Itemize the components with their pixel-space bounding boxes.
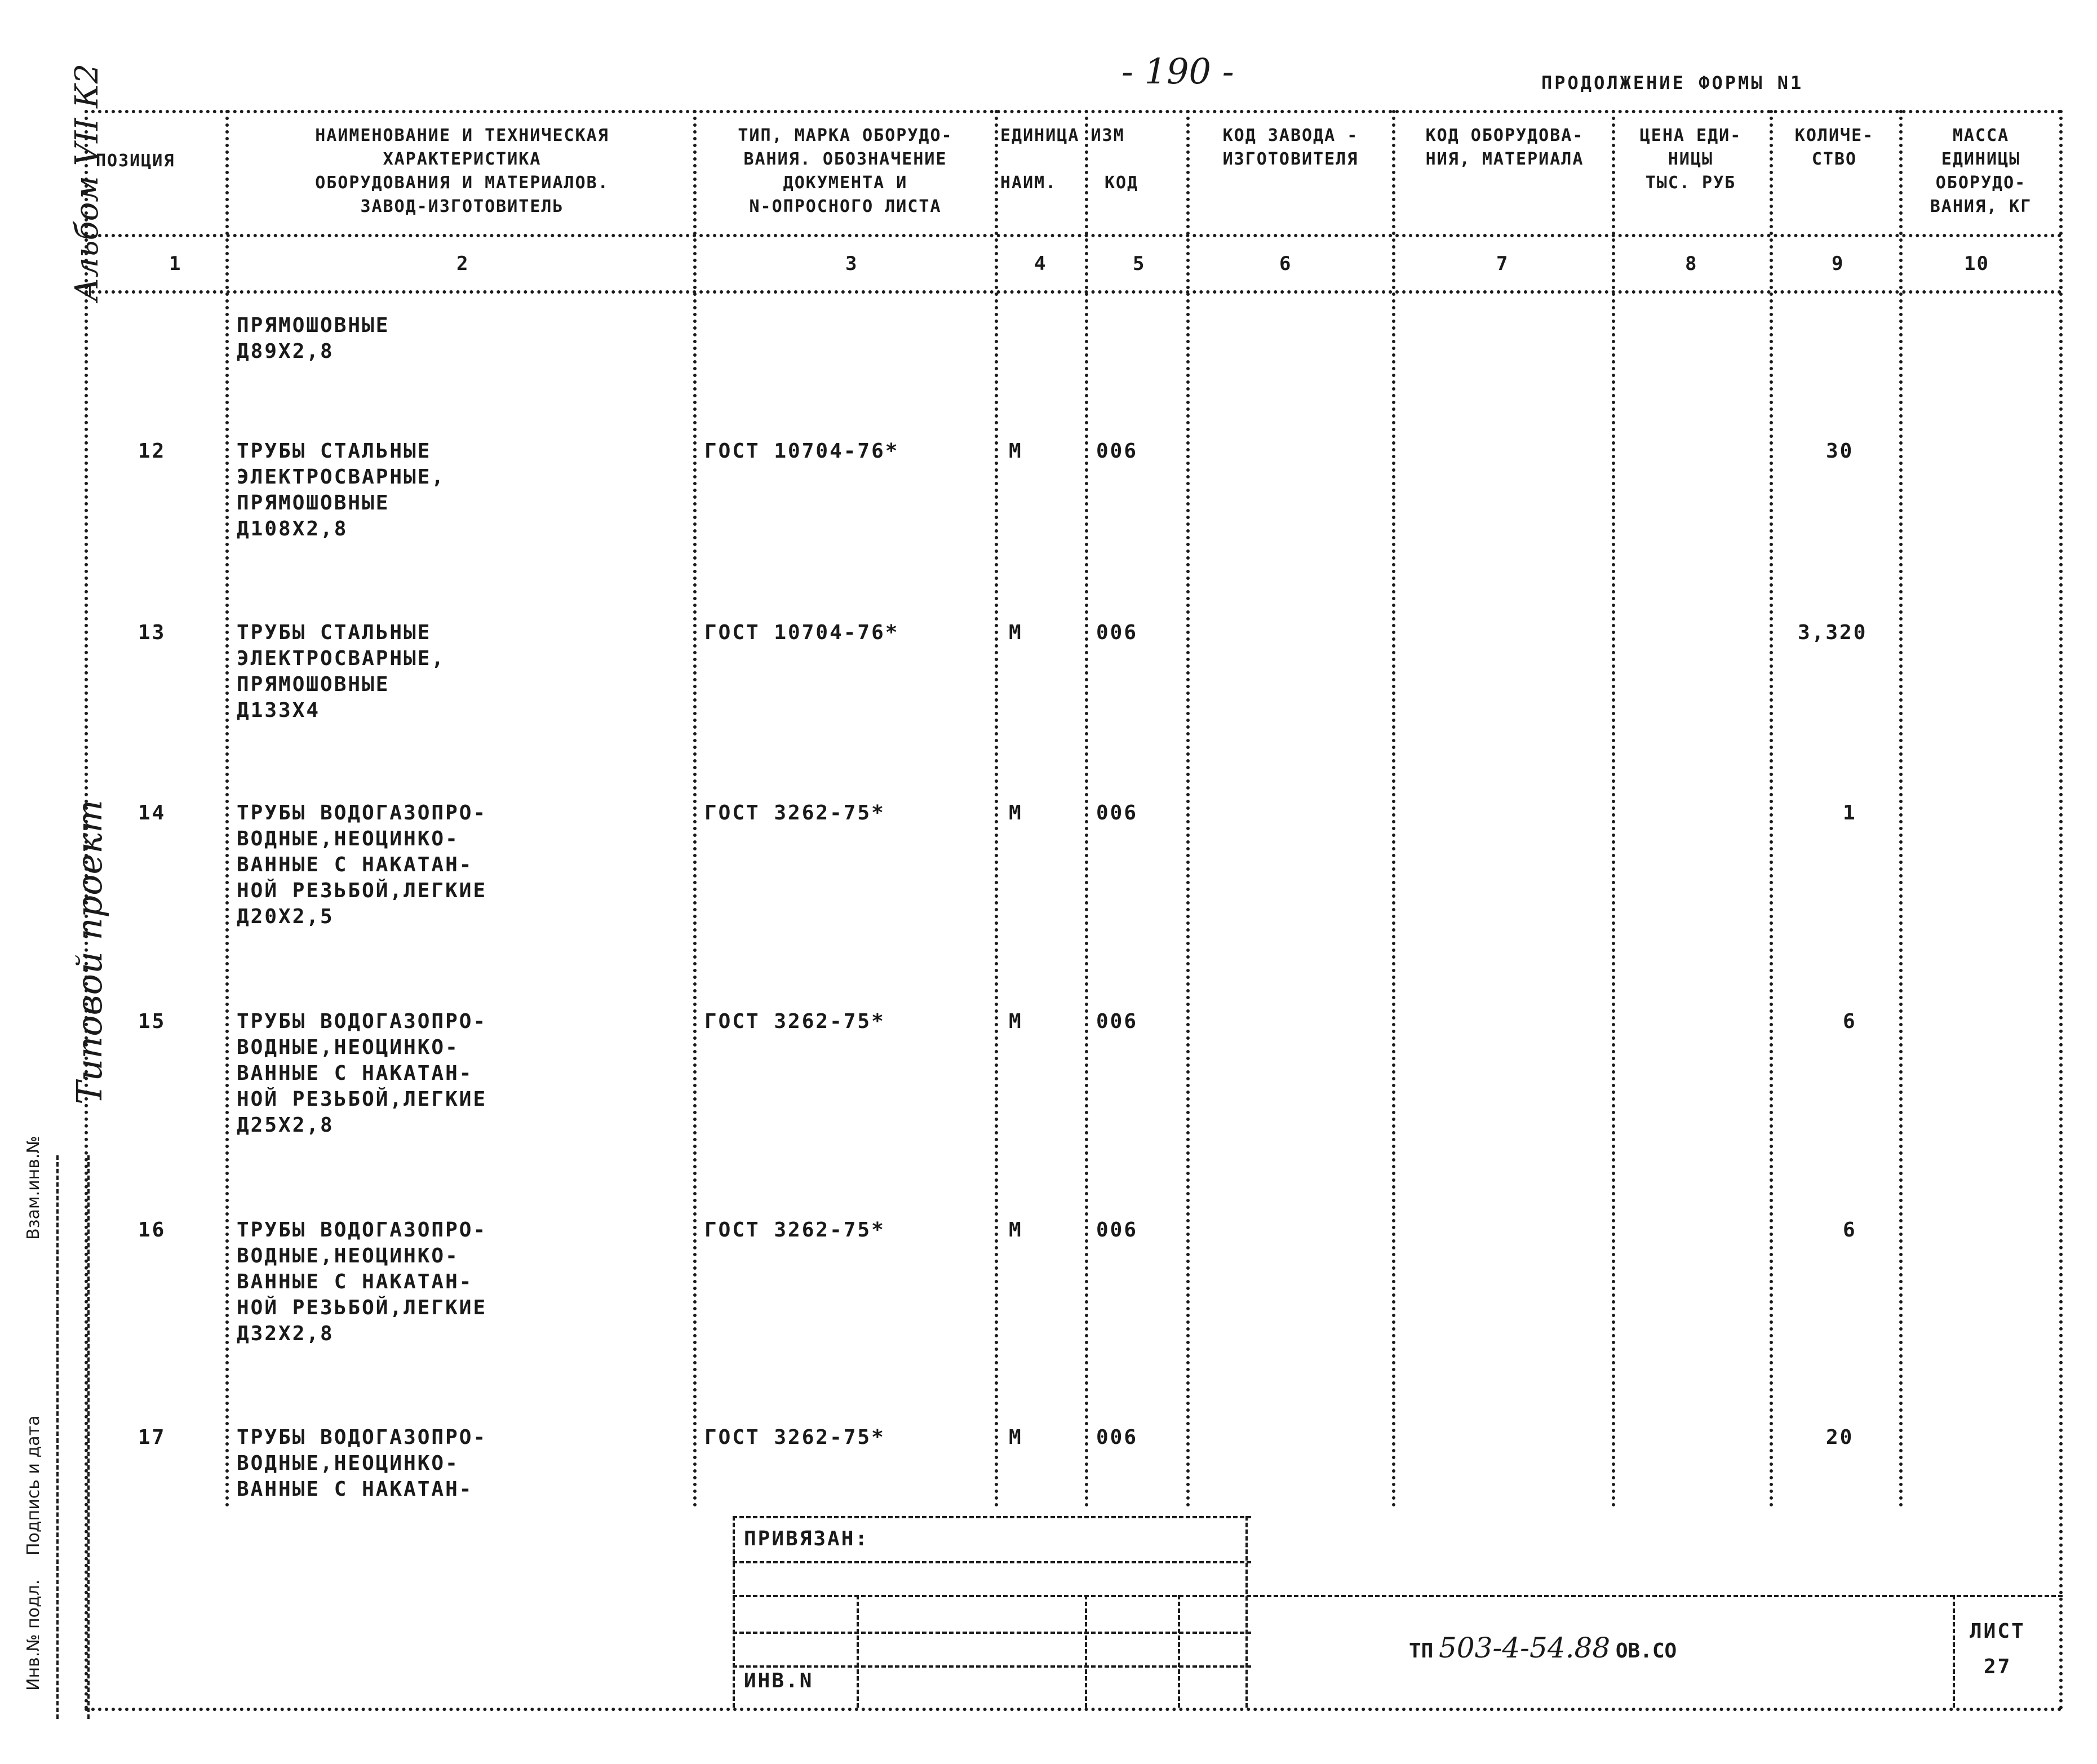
row-unit: М [1009,1010,1023,1033]
column-number: 5 [1133,252,1146,275]
stamp-line [733,1632,1251,1634]
number-row-bottom-border [85,290,2063,294]
row-quantity: 1 [1843,801,1857,825]
stamp-sep [1178,1595,1180,1708]
stamp-sep [857,1595,859,1708]
header-bottom-border [85,234,2063,237]
stamp-line [733,1665,1251,1668]
row-quantity: 3,320 [1798,621,1868,644]
row-unit-code: 006 [1096,621,1138,644]
col-sep-7 [1612,110,1615,1508]
stamp-sep [1953,1595,1955,1708]
header-position: ПОЗИЦИЯ [96,151,175,171]
row-position: 16 [138,1218,166,1242]
col-sep-6 [1392,110,1395,1508]
row-unit: М [1009,440,1023,463]
header-price: ЦЕНА ЕДИ- НИЦЫ ТЫС. РУБ [1639,126,1742,193]
row-doc: ГОСТ 10704-76* [704,621,899,644]
row-unit-code: 006 [1096,1218,1138,1242]
row-name: ТРУБЫ ВОДОГАЗОПРО- ВОДНЫЕ,НЕОЦИНКО- ВАННЫЕ С НАКАТАН- НОЙ РЕЗЬБОЙ,ЛЕГКИЕ Д25Х2,8 [237,1010,487,1137]
stamp-sep [733,1516,735,1708]
column-number: 9 [1832,252,1845,275]
row-name: ТРУБЫ ВОДОГАЗОПРО- ВОДНЫЕ,НЕОЦИНКО- ВАННЫЕ С НАКАТАН- [237,1426,487,1501]
column-number: 7 [1496,252,1509,275]
col-sep-3 [995,110,998,1508]
stamp-sign-date: Подпись и дата [24,1415,43,1555]
row-unit: М [1009,621,1023,644]
header-type: ТИП, МАРКА ОБОРУДО- ВАНИЯ. ОБОЗНАЧЕНИЕ ДОКУМЕНТА И N-ОПРОСНОГО ЛИСТА [738,126,953,216]
row-unit: М [1009,1426,1023,1449]
header-unit-code: КОД [1105,173,1139,193]
column-number: 10 [1964,252,1989,275]
column-number: 4 [1034,252,1047,275]
table-row: ПРЯМОШОВНЫЕ Д89Х2,8 [237,314,390,363]
header-mass: МАССА ЕДИНИЦЫ ОБОРУДО- ВАНИЯ, КГ [1930,126,2032,216]
row-doc: ГОСТ 3262-75* [704,1426,885,1449]
stamp-top-line [733,1516,1251,1518]
stamp-replace-inv: Взам.инв.№ [24,1136,43,1240]
row-doc: ГОСТ 10704-76* [704,440,899,463]
col-sep-5 [1186,110,1190,1508]
row-doc: ГОСТ 3262-75* [704,1010,885,1033]
form-continuation-title: ПРОДОЛЖЕНИЕ ФОРМЫ N1 [1541,72,1804,94]
col-sep-1 [225,110,229,1508]
header-quantity: КОЛИЧЕ- СТВО [1794,126,1874,169]
row-unit-code: 006 [1096,1426,1138,1449]
col-sep-9 [1899,110,1903,1508]
stamp-sep [1245,1516,1248,1708]
row-name: ТРУБЫ СТАЛЬНЫЕ ЭЛЕКТРОСВАРНЫЕ, ПРЯМОШОВНЫЕ Д133Х4 [237,621,446,722]
table-left-border [85,110,88,1710]
column-number: 8 [1685,252,1698,275]
row-quantity: 6 [1843,1218,1857,1242]
row-quantity: 20 [1826,1426,1854,1449]
table-bottom-border [85,1708,2063,1711]
table-top-border [85,110,2063,113]
header-material-code: КОД ОБОРУДОВА- НИЯ, МАТЕРИАЛА [1425,126,1584,169]
column-number: 3 [845,252,858,275]
row-doc: ГОСТ 3262-75* [704,1218,885,1242]
col-sep-4 [1085,110,1088,1508]
sheet-label: ЛИСТ [1970,1620,2025,1643]
col-sep-2 [693,110,697,1508]
stamp-linked-label: ПРИВЯЗАН: [744,1527,870,1550]
col-sep-8 [1770,110,1773,1508]
row-position: 17 [138,1426,166,1449]
row-quantity: 30 [1826,440,1854,463]
row-quantity: 6 [1843,1010,1857,1033]
row-name: ТРУБЫ СТАЛЬНЫЕ ЭЛЕКТРОСВАРНЫЕ, ПРЯМОШОВНЫЕ Д108Х2,8 [237,440,446,540]
row-name: ТРУБЫ ВОДОГАЗОПРО- ВОДНЫЕ,НЕОЦИНКО- ВАННЫЕ С НАКАТАН- НОЙ РЕЗЬБОЙ,ЛЕГКИЕ Д20Х2,5 [237,801,487,928]
album-label: Альбом VII К2 [69,63,105,302]
row-name: ТРУБЫ ВОДОГАЗОПРО- ВОДНЫЕ,НЕОЦИНКО- ВАННЫЕ С НАКАТАН- НОЙ РЕЗЬБОЙ,ЛЕГКИЕ Д32Х2,8 [237,1218,487,1345]
row-position: 13 [138,621,166,644]
row-position: 14 [138,801,166,825]
header-plant-code: КОД ЗАВОДА - ИЗГОТОВИТЕЛЯ [1222,126,1359,169]
column-number: 6 [1279,252,1292,275]
row-unit: М [1009,1218,1023,1242]
table-right-border [2059,110,2063,1710]
document-code: ТП 503-4-54.88 ОВ.СО [1409,1632,1677,1664]
row-unit-code: 006 [1096,1010,1138,1033]
page-number: - 190 - [1121,51,1234,92]
row-unit-code: 006 [1096,801,1138,825]
side-stamp-line [56,1155,59,1719]
column-number: 2 [456,252,469,275]
row-unit: М [1009,801,1023,825]
project-label: Типовой проект [69,799,110,1105]
sheet-number: 27 [1984,1655,2012,1678]
stamp-line [733,1595,2063,1597]
column-number: 1 [169,252,182,275]
stamp-sep [1085,1595,1087,1708]
header-unit: ЕДИНИЦА ИЗМ НАИМ. [1000,126,1125,193]
header-name: НАИМЕНОВАНИЕ И ТЕХНИЧЕСКАЯ ХАРАКТЕРИСТИКА ОБОРУДОВАНИЯ И МАТЕРИАЛОВ. ЗАВОД-ИЗГОТОВИТЕЛЬ [315,126,609,216]
row-position: 15 [138,1010,166,1033]
stamp-inv-label: ИНВ.N [744,1669,814,1692]
stamp-inv-original: Инв.№ подл. [24,1579,43,1691]
row-unit-code: 006 [1096,440,1138,463]
row-position: 12 [138,440,166,463]
stamp-line [733,1561,1251,1563]
row-doc: ГОСТ 3262-75* [704,801,885,825]
